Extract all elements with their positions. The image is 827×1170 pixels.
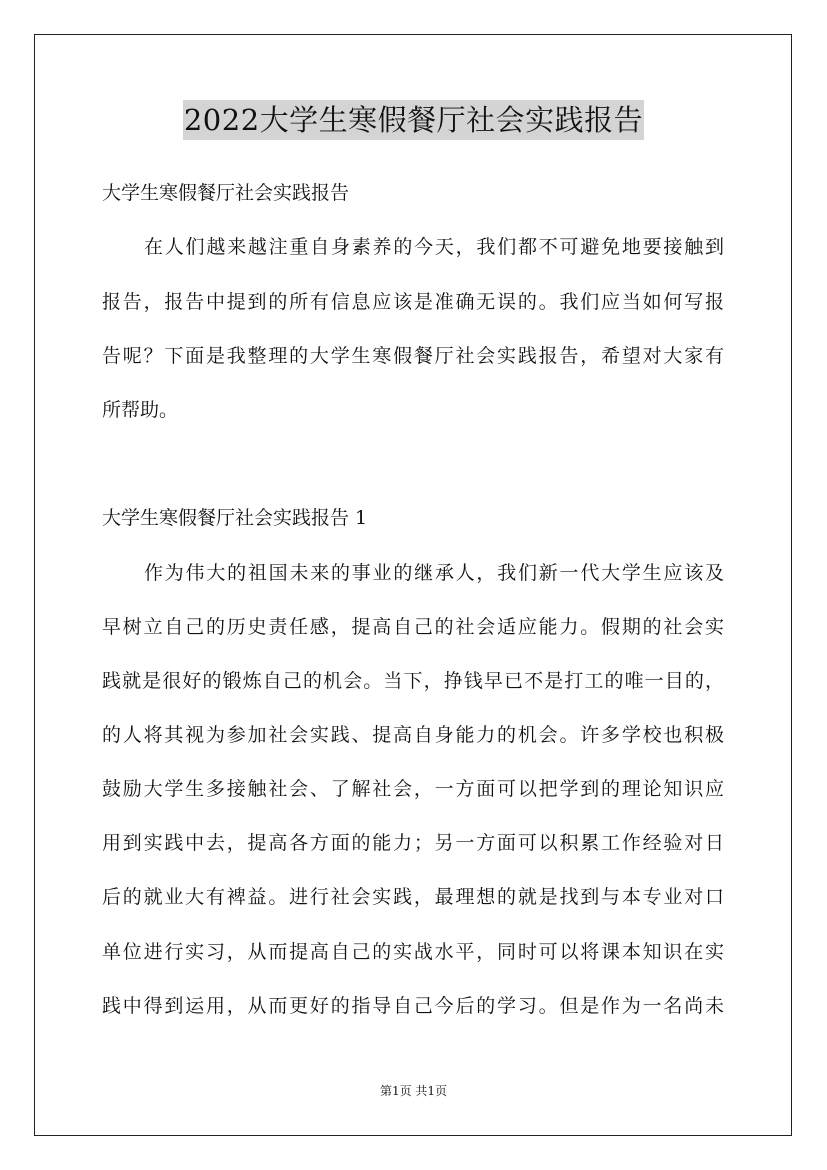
body-line: 作为伟大的祖国未来的事业的继承人，我们新一代大学生应该及: [144, 562, 724, 584]
subtitle: 大学生寒假餐厅社会实践报告: [102, 182, 350, 204]
intro-line: 在人们越来越注重自身素养的今天，我们都不可避免地要接触到: [144, 236, 724, 258]
body-line: 的人将其视为参加社会实践、提高自身能力的机会。许多学校也积极: [102, 724, 724, 746]
document-title: 2022大学生寒假餐厅社会实践报告: [183, 100, 644, 140]
intro-line: 报告，报告中提到的所有信息应该是准确无误的。我们应当如何写报: [102, 291, 724, 313]
intro-line: 所帮助。: [102, 399, 179, 421]
body-line: 践就是很好的锻炼自己的机会。当下，挣钱早已不是打工的唯一目的，: [102, 670, 724, 692]
body-line: 后的就业大有裨益。进行社会实践，最理想的就是找到与本专业对口: [102, 886, 724, 908]
title-container: [0, 100, 827, 140]
intro-line: 告呢？下面是我整理的大学生寒假餐厅社会实践报告，希望对大家有: [102, 345, 724, 367]
body-line: 用到实践中去，提高各方面的能力；另一方面可以积累工作经验对日: [102, 832, 724, 854]
body-line: 早树立自己的历史责任感，提高自己的社会适应能力。假期的社会实: [102, 616, 724, 638]
body-line: 践中得到运用，从而更好的指导自己今后的学习。但是作为一名尚未: [102, 995, 724, 1017]
section-heading: 大学生寒假餐厅社会实践报告 1: [102, 507, 368, 529]
body-line: 鼓励大学生多接触社会、了解社会，一方面可以把学到的理论知识应: [102, 778, 724, 800]
page-number: 第1页 共1页: [379, 1084, 448, 1098]
body-line: 单位进行实习，从而提高自己的实战水平，同时可以将课本知识在实: [102, 941, 724, 963]
